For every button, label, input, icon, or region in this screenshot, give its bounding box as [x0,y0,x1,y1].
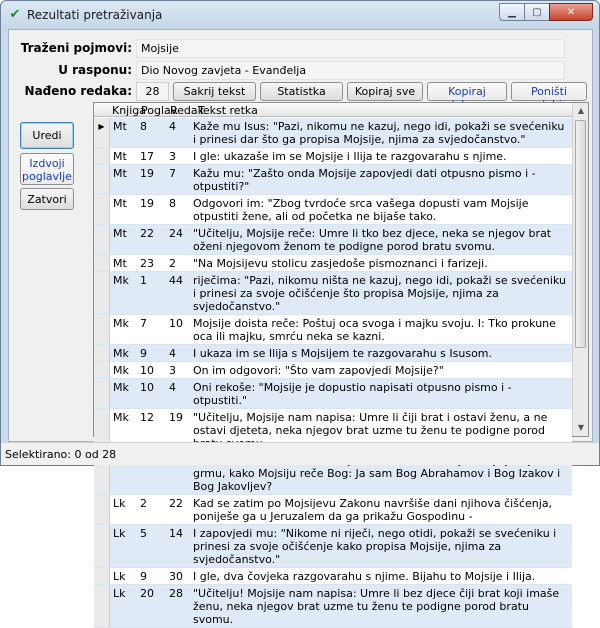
cell-verse: 10 [169,317,183,330]
table-row[interactable] [94,225,572,255]
row-header[interactable] [94,525,110,567]
hide-text-button[interactable]: Sakrij tekst [173,82,256,101]
cell-text: On im odgovori: "Što vam zapovjedi Mojsije?" [193,364,444,377]
cell-text: Kad se zatim po Mojsijevu Zakonu navršiše dani njihova čišćenja, poniješe ga u Jeruzalem da ga prikažu Gospodinu - [193,497,553,523]
cell-verse: 8 [169,197,176,210]
minimize-button[interactable] [499,3,525,21]
cell-chapter: 9 [140,570,147,583]
scroll-thumb[interactable] [575,120,586,348]
status-text: Selektirano: 0 od 28 [5,448,117,461]
row-header[interactable] [94,272,110,314]
table-row[interactable] [94,362,572,379]
close-button[interactable]: Zatvori [20,188,74,210]
cell-text: I gle: ukazaše im se Mojsije i Ilija te razgovarahu s njime. [193,150,507,163]
grid-rows [94,118,572,628]
cell-book: Mt [113,120,127,133]
extract-chapter-line2: poglavlje [22,170,72,183]
cell-text: Kažu mu: "Zašto onda Mojsije zapovjedi dati otpusno pismo i - otpustiti?" [193,167,536,193]
cell-book: Mt [113,150,127,163]
grid-header [94,103,572,117]
header-verse[interactable]: Redak [170,104,205,117]
cell-text: I gle, dva čovjeka razgovarahu s njime. Bijahu to Mojsije i Ilija. [193,570,536,583]
cell-book: Lk [113,570,126,583]
cell-book: Mt [113,257,127,270]
row-header[interactable] [94,148,110,164]
row-header[interactable] [94,495,110,524]
cell-verse: 4 [169,347,176,360]
title-bar[interactable] [1,1,599,29]
cell-chapter: 10 [140,364,154,377]
cancel-selection-button[interactable]: Poništi [511,82,587,101]
cell-book: Lk [113,587,126,600]
cell-chapter: 23 [140,257,154,270]
cell-text: "Učitelju, Mojsije reče: Umre li tko bez djece, neka se njegov brat oženi njegovom ženom te podigne porod bratu svomu. [193,227,552,253]
maximize-icon: ▢ [532,6,542,18]
extract-chapter-button[interactable] [20,153,74,185]
cell-book: Mt [113,227,127,240]
row-header[interactable] [94,568,110,584]
cell-chapter: 7 [140,317,147,330]
cell-verse: 4 [169,381,176,394]
table-row[interactable] [94,525,572,568]
table-row[interactable] [94,585,572,628]
cell-book: Mk [113,347,129,360]
cell-text: riječima: "Pazi, nikomu ništa ne kazuj, nego idi, pokaži se svećeniku i prinesi za svoje očišćenje što propisa Mojsije, njima za svjedočanstvo." [193,274,566,313]
cell-verse: 19 [169,411,183,424]
table-row[interactable] [94,255,572,272]
cell-text: I ukaza im se Ilija s Mojsijem te razgovarahu s Isusom. [193,347,493,360]
row-header[interactable] [94,585,110,627]
table-row[interactable] [94,165,572,195]
window-controls [500,3,593,22]
cell-chapter: 19 [140,167,154,180]
statistics-button[interactable]: Statistka [260,82,343,101]
cell-verse: 30 [169,570,183,583]
row-header[interactable] [94,165,110,194]
search-terms-field[interactable]: Mojsije [136,39,565,58]
cell-verse: 14 [169,527,183,540]
row-header[interactable] [94,255,110,271]
cell-text: Kaže mu Isus: "Pazi, nikomu ne kazuj, nego idi, pokaži se svećeniku i prinesi dar što ga propisa Mojsije, njima za svjedočanstvo." [193,120,565,146]
maximize-button[interactable] [524,3,550,21]
cell-verse: 3 [169,364,176,377]
extract-chapter-line1: Izdvoji [29,157,65,170]
row-header[interactable] [94,195,110,224]
cell-chapter: 8 [140,120,147,133]
cell-verse: 3 [169,150,176,163]
cell-chapter: 20 [140,587,154,600]
cell-text: Oni rekoše: "Mojsije je dopustio napisati otpusno pismo i - otpustiti." [193,381,512,407]
header-book[interactable]: Knjiga [112,104,147,117]
edit-button[interactable]: Uredi [20,122,74,149]
cell-verse: 24 [169,227,183,240]
scroll-up-icon[interactable]: ▲ [577,106,585,115]
copy-selected-button[interactable]: Kopiraj [427,82,507,101]
cell-text: "Učitelju, Mojsije nam napisa: Umre li čiji brat i ostavi ženu, a ne ostavi djeteta, neka njegov brat uzme tu ženu te podigne porod [193,411,548,437]
row-header[interactable] [94,362,110,378]
cell-text: I zapovjedi mu: "Nikome ni riječi, nego otidi, pokaži se svećeniku i prinesi za svoje očišćenje kako propisa Mojsije, njima za svjedočanstvo." [193,527,557,566]
cell-text: "Na Mojsijevu stolicu zasjedoše pismoznanci i farizeji. [193,257,488,270]
cell-verse: 44 [169,274,183,287]
current-row-indicator-icon[interactable]: ▶ [94,118,110,147]
table-row[interactable] [94,345,572,362]
found-rows-count: 28 [136,82,169,101]
cell-book: Mk [113,317,129,330]
table-row[interactable] [94,495,572,525]
cell-text: grmu, kako Mojsiju reče Bog: Ja sam Bog Abrahamov i Bog Izakov i Bog Jakovljev? [193,467,561,493]
cell-book: Mt [113,167,127,180]
cell-chapter: 9 [140,347,147,360]
cell-chapter: 12 [140,411,154,424]
cell-verse: 28 [169,587,183,600]
cell-book: Mk [113,274,129,287]
header-chapter[interactable]: Poglav [141,104,178,117]
window-title: Rezultati pretraživanja [27,8,163,22]
cell-text: "Učitelju! Mojsije nam napisa: Umre li bez djece čiji brat koji imaše ženu, neka njegov brat uzme tu ženu te podigne porod bratu svomu. [193,587,560,626]
cell-chapter: 5 [140,527,147,540]
cell-book: Mk [113,364,129,377]
found-rows-label: Nađeno redaka: [24,84,132,98]
cell-verse: 7 [169,167,176,180]
cell-book: Mt [113,197,127,210]
results-grid[interactable] [93,102,589,626]
range-label: U rasponu: [58,63,132,77]
cell-chapter: 1 [140,274,147,287]
row-header[interactable] [94,315,110,344]
row-header[interactable] [94,379,110,408]
table-row[interactable] [94,272,572,315]
copy-all-button[interactable]: Kopiraj sve [347,82,423,101]
scroll-down-icon[interactable]: ▼ [577,423,585,432]
cell-text: Odgovori im: "Zbog tvrdoće srca vašega dopusti vam Mojsije otpustiti žene, ali od početka ne bijaše tako. [193,197,529,223]
table-row[interactable] [94,148,572,165]
table-row[interactable] [94,118,572,148]
cell-chapter: 17 [140,150,154,163]
cell-verse: 22 [169,497,183,510]
vertical-scrollbar[interactable] [572,103,588,436]
cell-book: Mk [113,381,129,394]
cell-verse: 4 [169,120,176,133]
cell-chapter: 10 [140,381,154,394]
table-row[interactable] [94,568,572,585]
close-icon: ✕ [566,6,576,18]
row-header[interactable] [94,345,110,361]
table-row[interactable] [94,315,572,345]
cell-verse: 2 [169,257,176,270]
header-text[interactable]: Tekst retka [198,104,258,117]
cell-chapter: 2 [140,497,147,510]
check-icon: ✔ [9,7,21,22]
range-field[interactable]: Dio Novog zavjeta - Evanđelja [136,61,565,80]
cell-chapter: 19 [140,197,154,210]
cell-book: Lk [113,527,126,540]
table-row[interactable] [94,379,572,409]
cell-text: Mojsije doista reče: Poštuj oca svoga i majku svoju. I: Tko prokune oca ili majku, smrću neka se kazni. [193,317,556,343]
minimize-icon: ▁ [508,6,516,18]
close-window-button[interactable] [549,3,593,21]
cell-book: Mk [113,411,129,424]
row-header[interactable] [94,225,110,254]
status-bar [1,442,599,465]
cell-chapter: 22 [140,227,154,240]
search-terms-label: Traženi pojmovi: [20,41,132,55]
cell-book: Lk [113,497,126,510]
table-row[interactable] [94,195,572,225]
